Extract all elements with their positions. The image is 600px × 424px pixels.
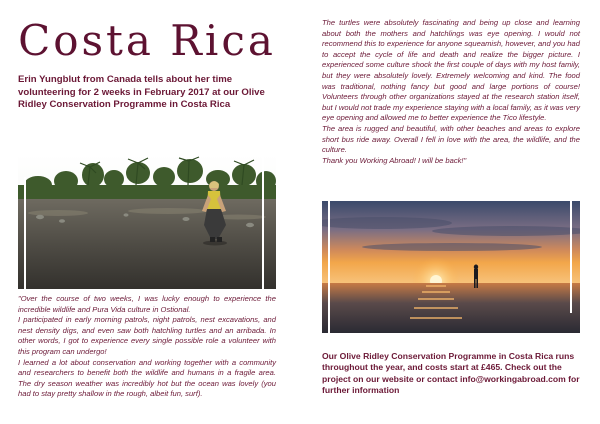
- testimonial-continued: [322, 18, 580, 166]
- testimonial-paragraph: The area is rugged and beautiful, with other beaches and areas to explore short bus ride away. Overall I fell in love with the area, the wildlife, and the culture.: [322, 123, 580, 155]
- volunteer-quote: [18, 294, 276, 400]
- testimonial-paragraph: The turtles were absolutely fascinating and being up close and learning about both the mothers and hatchlings was eye opening. I would not recommend this to experience for anyone squeamish, however, and you had to accept the cycle of life and death and realize the bigger picture. I experienced some culture shock the first couple of days with my host family, but they were absolutely lovely. Extremely welcoming and kind. The food was traditional, nothing fancy but good and large portions of course! Volunteers through other organizations stayed at the research station itself, but I would not trade my experience staying with a local family, as it was very eye opening and allowed me to better experience the Tico lifestyle.: [322, 18, 580, 123]
- intro-line: Ridley Conservation Programme in Costa Rica: [18, 99, 231, 111]
- quote-paragraph: I learned a lot about conservation and working together with a community and researchers to benefit both the wildlife and humans in a fragile area. The dry season weather was incredibly hot but the ocean was lovely (you had to stay pretty shallow in the rough, albeit fun, surf).: [18, 357, 276, 399]
- quote-paragraph: "Over the course of two weeks, I was lucky enough to experience the incredible wildlife and Pura Vida culture in Ostional.: [18, 294, 276, 314]
- quote-paragraph: I participated in early morning patrols, night patrols, nest excavations, and nest density digs, and even saw both hatchling turtles and an arribada. In other words, I got to experience every single possible role a volunteer with this program can undergo!: [18, 315, 276, 356]
- intro-line: volunteering for 2 weeks in February 2017 at our Olive: [18, 86, 265, 98]
- beach-volunteer-photo: [18, 155, 276, 289]
- frame-line: [24, 177, 26, 289]
- page-title: Costa Rica: [18, 16, 276, 65]
- testimonial-paragraph: Thank you Working Abroad! I will be back!": [322, 155, 467, 165]
- intro-line: Erin Yungblut from Canada tells about her time: [18, 74, 233, 85]
- sunset-beach-photo: [322, 201, 580, 333]
- intro-heading: [18, 74, 276, 112]
- frame-line: [328, 201, 330, 333]
- frame-line: [570, 201, 572, 313]
- frame-line: [262, 155, 264, 289]
- programme-call-to-action: Our Olive Ridley Conservation Programme in Costa Rica runs throughout the year, and costs start at £465. Check out the project on our website or contact info@workingabroad.com for further information: [322, 351, 580, 396]
